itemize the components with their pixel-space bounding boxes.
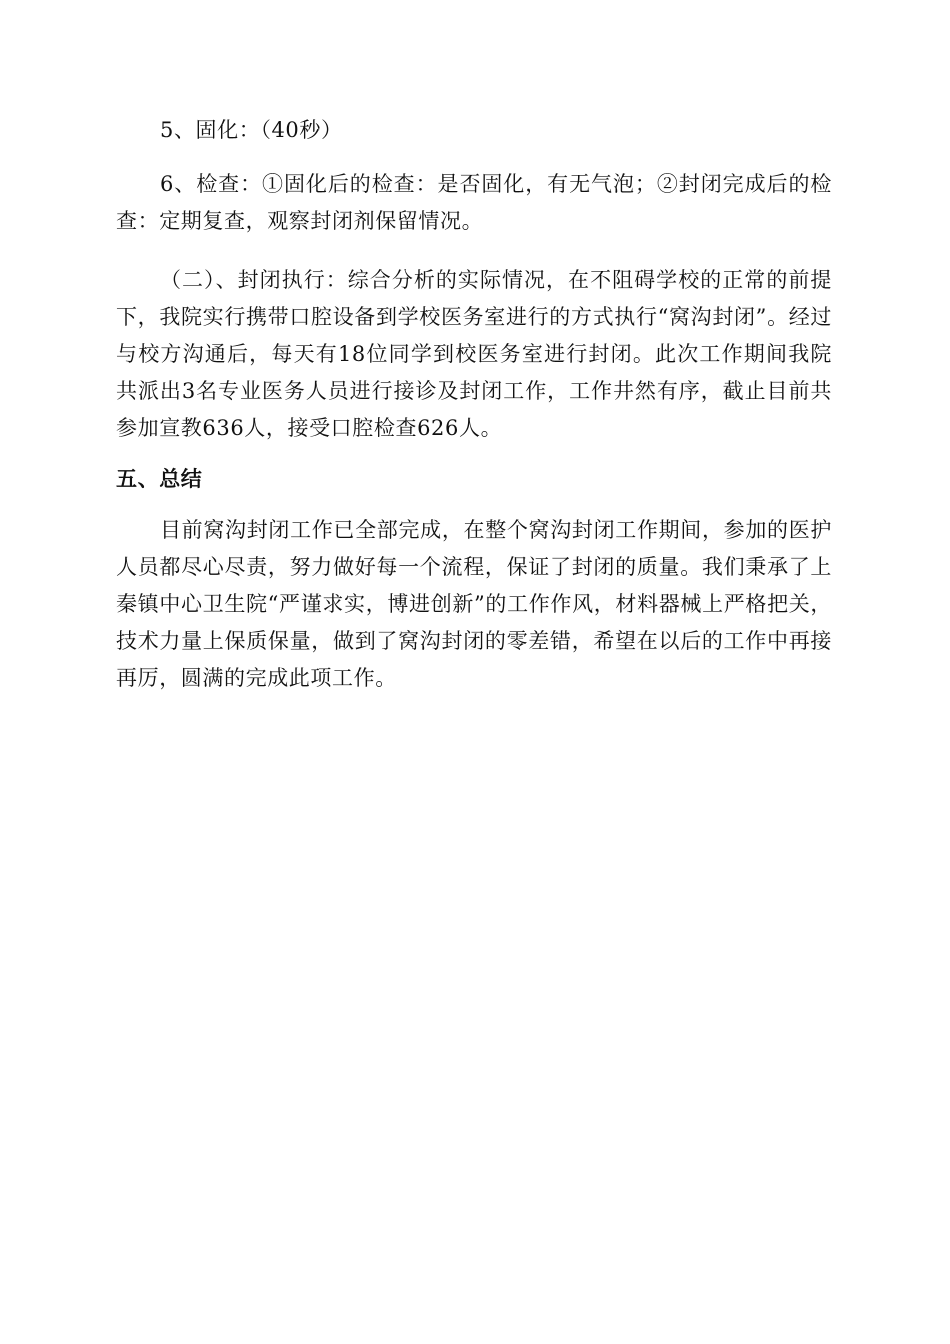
section-2-paragraph: （二）、封闭执行：综合分析的实际情况，在不阻碍学校的正常的前提下，我院实行携带口腔设备到学校医务室进行的方式执行“窝沟封闭”。经过与校方沟通后，每天有18位同学到校医务室进行封闭。此次工作期间我院共派出3名专业医务人员进行接诊及封闭工作，工作井然有序，截止目前共参加宣教636人，接受口腔检查626人。 (116, 268, 832, 440)
step-5-paragraph: 5、固化：（40秒） (160, 118, 343, 142)
document-page (116, 112, 832, 697)
summary-heading: 五、总结 (116, 467, 203, 491)
summary-paragraph: 目前窝沟封闭工作已全部完成，在整个窝沟封闭工作期间，参加的医护人员都尽心尽责，努力做好每一个流程，保证了封闭的质量。我们秉承了上秦镇中心卫生院“严谨求实，博进创新”的工作作风，材料器械上严格把关，技术力量上保质保量，做到了窝沟封闭的零差错，希望在以后的工作中再接再厉，圆满的完成此项工作。 (116, 518, 832, 690)
step-6-paragraph: 6、检查：①固化后的检查：是否固化，有无气泡；②封闭完成后的检查：定期复查，观察封闭剂保留情况。 (116, 172, 832, 233)
